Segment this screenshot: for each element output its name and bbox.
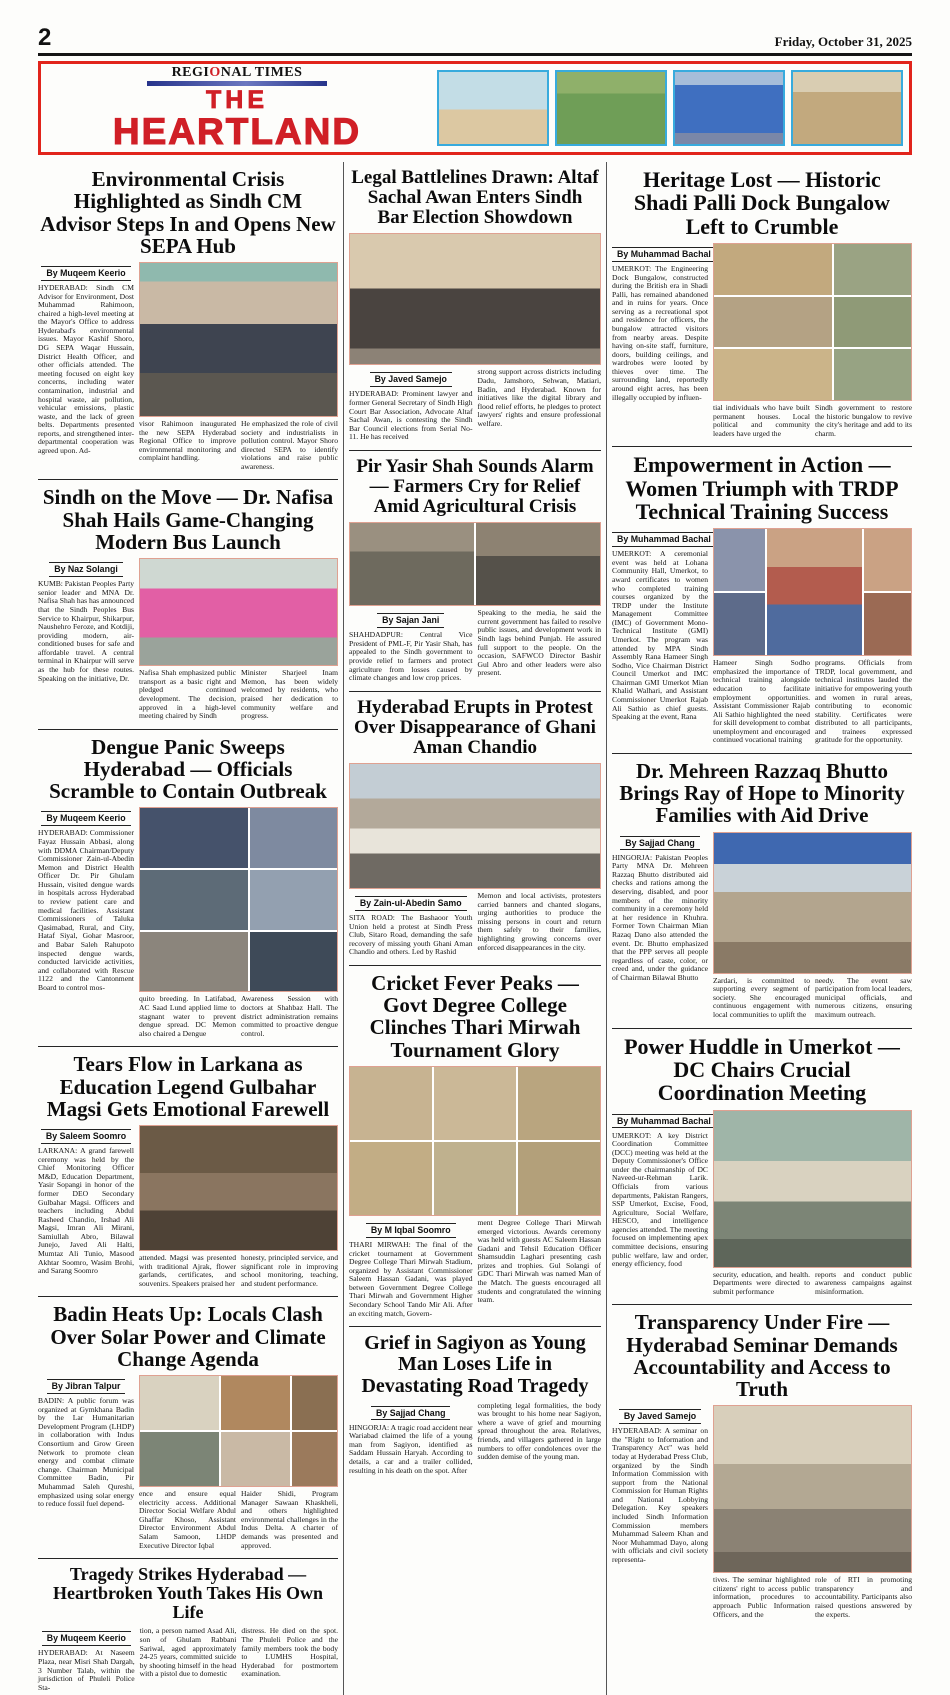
article-body [349, 1402, 601, 1475]
body-column-1 [38, 807, 134, 1038]
masthead-logo [47, 66, 427, 150]
body-text: Haider Shidi, Program Manager Sawaan Khaskheli, and others highlighted environmental challenges in the Indus Delta. A charter of demands was presented and approved. [241, 1489, 338, 1550]
body-text: UMERKOT: A key District Coordination Committee (DCC) meeting was held at the Deputy Commissioner's Office under the chairmanship of DC Naveed-ur-Rehman Larik. Officials from various departments, Pakistan Rangers, SSP Umerkot, Excise, Food, Agriculture, Social Welfare, HESCO, and intelligence agencies attended. The meeting focused on implementing apex committee decisions, ensuring public welfare, law and order, energy efficiency, food [612, 1130, 708, 1269]
article-cricket [349, 965, 601, 1326]
headline: Tragedy Strikes Hyderabad — Heartbroken Youth Takes His Own Life [52, 1564, 324, 1623]
body-column-1 [612, 243, 711, 438]
photo-cell [864, 529, 911, 591]
blue-shrine-photo [673, 70, 785, 145]
byline-text: By M Iqbal Soomro [366, 1223, 456, 1238]
article-body [38, 558, 338, 720]
headline: Hyderabad Erupts in Protest Over Disappearance of Ghani Aman Chandio [354, 696, 596, 758]
content-columns [38, 162, 912, 1695]
body-text: security, education, and health. Departments were directed to submit performance [713, 1269, 810, 1296]
body-column-1 [38, 1627, 135, 1692]
article-farewell [38, 1046, 338, 1296]
photo-cell [518, 1067, 600, 1140]
lawyers-group-photo [349, 233, 601, 365]
photo-cell [221, 1432, 290, 1486]
body-columns-2-3 [139, 420, 338, 471]
body-column-1 [349, 1219, 473, 1318]
body-text: HINGORJA: A tragic road accident near Wariabad claimed the life of a young man from Sagiyon, identified as Saddam Hussain Haryah. According to details, a car and a trailer collided, resulting in his death on the spot. After [349, 1422, 473, 1475]
body-columns-2-3 [713, 1576, 912, 1619]
body-column-1 [612, 832, 708, 1020]
article-body [38, 1375, 338, 1550]
beach-festival-photo [437, 70, 549, 145]
body-text: Nafisa Shah emphasized public transport as a basic right and pledged continued development. The decision, approved in a high-level meeting chaired by Sindh [139, 668, 236, 721]
body-text: reports and conduct public awareness campaigns against misinformation. [815, 1269, 912, 1296]
photo-cell [714, 593, 765, 655]
body-text: ment Degree College Thari Mirwah emerged victorious. Awards ceremony was held with guests AC Saleem Hassan Gadani and Tehsil Education Officer Shamsuddin Laghari presenting cash prizes and trophies. Gul Solangi of GDC Thari Mirwah was named Man of the Match. The guests encouraged all students and congratulated the winning team. [477, 1217, 601, 1305]
photo-cell [221, 1376, 290, 1430]
pir-yasir-meeting-photos [349, 522, 601, 606]
body-text: tion, a person named Asad Ali, son of Ghulam Rabbani Sariwal, aged approximately 24-25 years, committed suicide by shooting himself in the head with a pistol due to domestic [139, 1626, 237, 1679]
photo-cell [250, 870, 337, 930]
photo-cell [476, 523, 600, 605]
photo-cell [140, 1376, 219, 1430]
article-dcc-meeting [612, 1028, 912, 1305]
article-body [349, 368, 601, 441]
byline [38, 263, 134, 281]
photo-cell [834, 244, 911, 295]
body-text: HYDERABAD: Prominent lawyer and former General Secretary of Sindh High Court Bar Association, Advocate Altaf Sachal Awan, is contesting the Sindh Bar Council elections from Serial No-11. He has received [349, 389, 473, 442]
body-text: HYDERABAD: At Naseem Plaza, near Misri Shah Dargah, 3 Number Talab, within the jurisdiction of Phuleli Police Sta- [38, 1648, 135, 1692]
body-right [139, 262, 338, 471]
body-text: Memon and local activists, protesters carried banners and chanted slogans, urging authorities to produce the missing persons in court and return them safely to their families, highlighting growing concerns over enforced disappearances in the city. [477, 891, 601, 952]
body-column-1 [349, 609, 473, 682]
body-column-1 [38, 558, 134, 720]
article-body [612, 1110, 912, 1297]
body-column-1 [612, 528, 711, 745]
body-columns-2-3 [139, 1254, 338, 1288]
body-text: KUMB: Pakistan Peoples Party senior leader and MNA Dr. Nafisa Shah has has announced that the Sindh Peoples Bus Service to Khairpur, Shikarpur, Naushehro Feroze, and Kotdiji, providing modern, air-conditioned buses for safe and affordable travel. A central terminal in Khairpur will serve as the hub for these routes. Speaking on the initiative, Dr. [38, 579, 134, 683]
photo-cell [140, 808, 248, 868]
masthead-title-line2: HEARTLAND [112, 111, 362, 152]
body-columns-2-3 [139, 1490, 338, 1550]
cotton-field-women-photo [555, 70, 667, 145]
photo-cell [292, 1432, 337, 1486]
byline [38, 1126, 134, 1144]
body-right [713, 1405, 912, 1619]
byline-text: By Muhammad Bachal [612, 247, 716, 262]
headline: Tears Flow in Larkana as Education Legend Gulbahar Magsi Gets Emotional Farewell [46, 1052, 330, 1121]
byline-text: By Muqeem Keerio [41, 266, 130, 281]
byline-text: By Jibran Talpur [47, 1379, 126, 1394]
photo-cell [350, 523, 474, 605]
body-text: visor Rahimoon inaugurated the new SEPA Hyderabad Regional Office to improve environmental monitoring and complaint handling. [139, 419, 236, 463]
article-bar-election [349, 162, 601, 450]
body-text: role of RTI in promoting transparency and accountability. Participants also raised questions answered by the experts. [815, 1575, 912, 1619]
column-left [38, 162, 343, 1695]
body-text: HYDERABAD: A seminar on the "Right to Information and Transparency Act" was held today at Hyderabad Press Club, organized by the Sindh Information Commission with support from the National Commission for Human Rights and National Lobbying Delegation. Key speakers included Sindh Information Commission members Muhammad Saleem Khan and Noor Muhammad Dayo, along with officials and civil society representa- [612, 1426, 708, 1564]
byline [349, 1403, 473, 1421]
article-body [612, 528, 912, 745]
byline-text: By Muhammad Bachal [612, 1114, 716, 1129]
page-number: 2 [38, 24, 52, 51]
body-text: HYDERABAD: Commissioner Fayaz Hussain Abbasi, along with DDMA Chairman/Deputy Commissioner Zain-ul-Abedin Memon and District Health Officer Dr. Pir Ghulam Hussain, visited dengue wards in hospitals across Hyderabad to review patient care and medical facilities. Assistant Commissioners of Taluka Qasimabad, Rural, and City, Hataf Siyal, Gohar Masroor, and Babar Saleh Rahupoto inspected dengue wards, conducted larvicide activities, and collaborated with Rescue 1122 and the Cantonment Board to control mos- [38, 828, 134, 992]
body-text: BADIN: A public forum was organized at Gymkhana Badin by the Lar Humanitarian Development Program (LHDP) in collaboration with Indus Consortium and Grow Green Network to promote clean energy and combat climate change. Chairman Municipal Committee Badin, Pir Muhammad Saleh Qureshi, emphasized using solar energy to reduce fossil fuel depend- [38, 1396, 134, 1509]
aid-distribution-photo [713, 832, 912, 974]
body-right [139, 558, 338, 720]
body-columns-2-3 [139, 995, 338, 1038]
article-body [612, 1405, 912, 1619]
photo-cell [140, 1432, 219, 1486]
byline-text: By Muqeem Keerio [41, 811, 130, 826]
headline: Cricket Fever Peaks — Govt Degree College Clinches Thari Mirwah Tournament Glory [369, 970, 581, 1062]
column-right [607, 162, 912, 1695]
page-date: Friday, October 31, 2025 [774, 34, 912, 50]
ancient-ruins-photo [791, 70, 903, 145]
headline: Badin Heats Up: Locals Clash Over Solar Power and Climate Change Agenda [50, 1302, 326, 1371]
pink-bus-photo [139, 558, 338, 666]
body-columns-2-3 [713, 659, 912, 745]
globe-icon: O [209, 65, 221, 80]
masthead [38, 61, 912, 155]
byline-text: By Naz Solangi [49, 562, 123, 577]
body-text: Minister Sharjeel Inam Memon, has been widely welcomed by residents, who praised her dedication to community welfare and progress. [241, 668, 338, 721]
byline [612, 833, 708, 851]
article-env-crisis [38, 162, 338, 479]
body-text: LARKANA: A grand farewell ceremony was held by the Chief Monitoring Officer M&D, Education Department, Yasir Sopangi in honor of the former DEO Secondary Gulbahar Magsi. Officers and teachers including Abdul Rasheed Chandio, Irshad Ali Magsi, Imran Ali Mirani, Samiullah Abro, Bilawal Junejo, Javed Ali Halti, Mumtaz Ali Tunio, Masood Akhtar Soomro, Wasim Brohi, and Sarang Soomro [38, 1146, 134, 1276]
photo-cell [434, 1142, 516, 1215]
article-rti-seminar [612, 1304, 912, 1627]
article-tragedy-suicide [38, 1558, 338, 1695]
headline: Empowerment in Action — Women Triumph with TRDP Technical Training Success [625, 452, 899, 524]
photo-cell [767, 529, 862, 655]
byline-text: By Sajjad Chang [371, 1406, 450, 1421]
body-text: strong support across districts including Dadu, Jamshoro, Sehwan, Matiari, Badin, and Hyderabad. Known for initiatives like the digital library and flood relief efforts, he pledges to protect lawyers' rights and ensure professional welfare. [477, 367, 601, 428]
article-heritage [612, 162, 912, 446]
byline [349, 1220, 473, 1238]
photo-cell [350, 1142, 432, 1215]
photo-cell [140, 932, 248, 992]
body-text: quito breeding. In Latifabad, AC Saad Lund applied lime to stagnant water to prevent dengue spread. DC Memon also chaired a Dengue [139, 994, 236, 1038]
body-text: Sindh government to restore the historic bungalow to revive the city's heritage and add to its charm. [815, 402, 912, 438]
photo-cell [250, 932, 337, 992]
ruined-bungalow-photos [713, 243, 912, 401]
body-text: honesty, principled service, and significant role in improving school monitoring, teaching, and student performance. [241, 1253, 338, 1288]
certificate-ceremony-photos [713, 528, 912, 656]
article-bus-launch [38, 479, 338, 728]
body-text: UMERKOT: The Engineering Dock Bungalow, constructed during the British era in Shadi Palli, has remained abandoned and in ruins for years. Once serving as a recreational spot and residence for officers, the bungalow attracted visitors from nearby areas. Despite having on-site staff, furniture, doors, building ceilings, and wardrobes were looted by thieves over time. The surrounding land, reportedly around eight acres, has been illegally occupied by influen- [612, 263, 708, 402]
byline-text: By Sajjad Chang [620, 836, 699, 851]
headline: Dengue Panic Sweeps Hyderabad — Officials Scramble to Contain Outbreak [49, 734, 327, 804]
headline: Power Huddle in Umerkot — DC Chairs Crucial Coordination Meeting [624, 1033, 900, 1106]
farewell-ceremony-photo [139, 1125, 338, 1251]
body-right [713, 1110, 912, 1297]
byline [349, 610, 473, 628]
photo-cell [434, 1067, 516, 1140]
body-columns-2-3 [713, 977, 912, 1020]
body-text: HINGORJA: Pakistan Peoples Party MNA Dr. Mehreen Razzaq Bhutto distributed aid checks and rations among the deserving, disabled, and poor members of the minority community in a ceremony held at her residence in Khuhra. Former Town Chairman Mian Razaq Dano also attended the event. Dr. Bhutto emphasized that the PPP serves all people regardless of caste, color, or creed and, under the guidance of Chairman Bilawal Bhutto [612, 852, 708, 982]
article-body [38, 1125, 338, 1288]
headline: Legal Battlelines Drawn: Altaf Sachal Awan Enters Sindh Bar Election Showdown [351, 167, 599, 229]
photo-cell [714, 244, 832, 295]
article-body [612, 243, 912, 438]
body-columns-2-3 [139, 669, 338, 720]
body-column-1 [349, 368, 473, 441]
header-rule [38, 53, 912, 56]
byline [38, 559, 134, 577]
photo-cell [518, 1142, 600, 1215]
article-pir-yasir [349, 450, 601, 691]
byline-text: By Javed Samejo [370, 372, 452, 387]
body-right [139, 807, 338, 1038]
body-text: distress. He died on the spot. The Phuleli Police and the family members took the body to LUMHS Hospital, Hyderabad for postmortem examination. [241, 1626, 339, 1679]
body-text: Awareness Session with doctors at Shahbaz Hall. The district administration remains committed to proactive dengue control. [241, 994, 338, 1038]
byline [38, 808, 134, 826]
byline-text: By Javed Samejo [619, 1409, 701, 1424]
body-column-1 [38, 1125, 134, 1288]
byline [349, 369, 473, 387]
body-text: SHAHDADPUR: Central Vice President of PML-F, Pir Yasir Shah, has appealed to the Sindh government to provide relief to farmers and protect agriculture from losses caused by climate changes and low crop prices. [349, 630, 473, 683]
article-body [349, 609, 601, 682]
body-text: UMERKOT: A ceremonial event was held at Lohana Community Hall, Umerkot, to award certificates to women who completed training courses organized by the TRDP under the Institute Management Committee (IMC) of Government Mono-Technical Institute (GMI) Umerkot. The program was attended by MPA Sindh Assembly Rana Hameer Singh Sodho, Vice Chairman District Council Umerkot and IMC Chairman GMI Umerkot Mian Khalid Walhari, and Assistant Commissioner Umerkot Rajab Ali Sathio as chief guests. Speaking at the event, Rana [612, 549, 708, 722]
body-right [713, 243, 912, 438]
photo-cell [140, 870, 248, 930]
body-text: Speaking to the media, he said the current government has failed to resolve public issues, and development work in Sindh lags behind Punjab. He assured full support to the people. On the occasion, SAFWCO Director Bashir Gul Abro and other leaders were also present. [477, 608, 601, 678]
body-right [139, 1125, 338, 1288]
headline: Sindh on the Move — Dr. Nafisa Shah Hails Game-Changing Modern Bus Launch [42, 485, 334, 554]
article-body [38, 807, 338, 1038]
article-aid-drive [612, 753, 912, 1028]
byline [349, 893, 473, 911]
body-column-1 [38, 1375, 134, 1550]
body-text: SITA ROAD: The Bashaoor Youth Union held a protest at Sindh Press Club, Sitaro Road, demanding the safe recovery of missing youth Ghani Aman Chandio and others. Led by Rashid [349, 913, 473, 957]
headline: Transparency Under Fire — Hyderabad Seminar Demands Accountability and Access to Truth [626, 1310, 898, 1402]
article-road-tragedy [349, 1326, 601, 1483]
byline-text: By Saleem Soomro [41, 1129, 131, 1144]
dengue-ward-visit-photos [139, 807, 338, 992]
photo-cell [292, 1376, 337, 1430]
column-middle [343, 162, 607, 1695]
body-text: needy. The event saw participation from local leaders, municipal officials, and numerous citizens, ensuring maximum outreach. [815, 975, 912, 1020]
photo-cell [250, 808, 337, 868]
byline [612, 1406, 708, 1424]
sepa-inauguration-photo [139, 262, 338, 417]
byline [612, 529, 711, 547]
body-text: attended. Magsi was presented with traditional Ajrak, flower garlands, certificates, and souvenirs. Speakers praised her [139, 1253, 236, 1288]
byline [38, 1628, 135, 1646]
byline-text: By Muhammad Bachal [612, 532, 716, 547]
body-right [713, 832, 912, 1020]
headline: Environmental Crisis Highlighted as Sindh CM Advisor Steps In and Opens New SEPA Hub [40, 167, 336, 258]
byline-text: By Zain-ul-Abedin Samo [355, 896, 467, 911]
body-column-1 [38, 262, 134, 471]
body-right [139, 1375, 338, 1550]
body-text: completing legal formalities, the body was brought to his home near Sagiyon, where a wave of grief and mourning spread throughout the area. Relatives, friends, and villagers gathered in large numbers to offer condolences over the sudden demise of the young man. [477, 1400, 601, 1462]
photo-cell [714, 297, 832, 348]
masthead-title-line1: THE [206, 86, 268, 114]
protest-banners-photo [349, 763, 601, 889]
article-trdp-training [612, 446, 912, 753]
body-columns-2-3 [713, 1271, 912, 1297]
page-header [38, 26, 912, 50]
body-text: HYDERABAD: Sindh CM Advisor for Environment, Dost Muhammad Rahimoon, chaired a high-level meeting at the Mayor's Office to address Hyderabad's environmental issues. Mayor Kashif Shoro, DG SEPA Waqar Hussain, District Health Officer, and other officials attended. The meeting focused on eight key concerns, including water contamination, industrial and hospital waste, air pollution, vehicular emissions, plastic waste, and the lack of green belts. Departments presented reports, and strengthened inter-departmental cooperation was agreed upon. Ad- [38, 283, 134, 455]
article-dengue [38, 729, 338, 1047]
masthead-photo-strip [437, 70, 903, 145]
body-columns-2-3 [713, 404, 912, 438]
body-column-1 [612, 1110, 711, 1297]
byline-text: By Sajan Jani [377, 613, 444, 628]
body-right [713, 528, 912, 745]
article-body [38, 1627, 338, 1692]
headline: Grief in Sagiyon as Young Man Loses Life in Devastating Road Tragedy [361, 1332, 589, 1397]
body-column-1 [612, 1405, 708, 1619]
body-text: ence and ensure equal electricity access. Additional Director Social Welfare Abdul Ghaffar Khoso, Assistant Director Environment Abdul Salam Samoon, LHDP Executive Director Iqbal [139, 1489, 236, 1550]
byline [612, 244, 711, 262]
body-text: tives. The seminar highlighted citizens' right to access public information, procedures to approach Public Information Officers, and the [713, 1575, 810, 1619]
body-text: THARI MIRWAH: The final of the cricket tournament at Government Degree College Thari Mirwah Stadium, organized by Assistant Commissioner Saleem Hassan Gadani, was played between Government Degree College Thari Mirwah and Government Higher Secondary School Tando Mir Ali. After an exciting match, Govern- [349, 1239, 473, 1318]
byline [38, 1376, 134, 1394]
byline-text: By Muqeem Keerio [42, 1631, 131, 1646]
badin-forum-photos [139, 1375, 338, 1487]
body-column-1 [349, 1402, 473, 1475]
body-column-1 [349, 892, 473, 957]
article-body [38, 262, 338, 471]
seminar-group-photo [713, 1405, 912, 1573]
article-badin-forum [38, 1296, 338, 1558]
headline: Heritage Lost — Historic Shadi Palli Dock Bungalow Left to Crumble [633, 167, 891, 239]
body-text: Hameer Singh Sodho emphasized the importance of technical training alongside education to facilitate employment opportunities. Assistant Commissioner Rajab Ali Sathio highlighted the need for skill development to combat unemployment and encouraged continued vocational training [713, 658, 811, 745]
byline [612, 1111, 711, 1129]
photo-cell [834, 349, 911, 400]
coordination-meeting-photo [713, 1110, 912, 1268]
headline: Dr. Mehreen Razzaq Bhutto Brings Ray of Hope to Minority Families with Aid Drive [619, 758, 905, 828]
kicker-text: NAL TIMES [220, 65, 303, 80]
article-protest [349, 691, 601, 965]
body-text: He emphasized the role of civil society and industrialists in pollution control. Mayor Shoro directed SEPA to identify violations and raise public awareness. [241, 419, 338, 471]
photo-cell [714, 529, 765, 591]
headline: Pir Yasir Shah Sounds Alarm — Farmers Cry for Relief Amid Agricultural Crisis [356, 455, 594, 518]
photo-cell [714, 349, 832, 400]
photo-cell [350, 1067, 432, 1140]
photo-cell [834, 297, 911, 348]
article-body [612, 832, 912, 1020]
body-text: programs. Officials from TRDP, local government, and technical institutes lauded the initiative for empowering youth and women in rural areas, contributing to economic stability. Certificates were distributed to all participants, and trainees expressed gratitude for the opportunity. [815, 658, 912, 745]
masthead-kicker [47, 66, 427, 80]
cricket-trophy-photos [349, 1066, 601, 1216]
body-text: Zardari, is committed to supporting every segment of society. She encouraged continuous engagement with local communities to uplift the [713, 975, 810, 1020]
kicker-text: REGI [171, 65, 210, 80]
article-body [349, 892, 601, 957]
photo-cell [864, 593, 911, 655]
article-body [349, 1219, 601, 1318]
body-text: tial individuals who have built permanent houses. Local political and community leaders have urged the [713, 402, 810, 438]
